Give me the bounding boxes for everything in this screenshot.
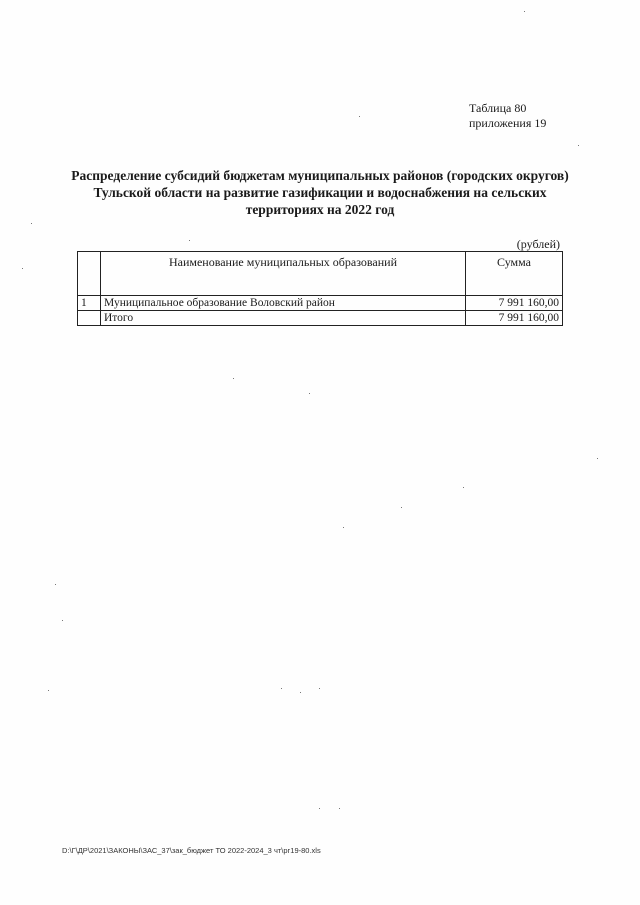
scan-speck bbox=[319, 808, 320, 809]
scan-speck bbox=[597, 458, 598, 459]
scan-speck bbox=[189, 240, 190, 241]
subsidy-table bbox=[77, 251, 563, 326]
scan-speck bbox=[343, 527, 344, 528]
annex-reference bbox=[469, 101, 546, 131]
header-sum: Сумма bbox=[466, 252, 563, 296]
scan-speck bbox=[62, 620, 63, 621]
header-municipality: Наименование муниципальных образований bbox=[101, 252, 466, 296]
total-label: Итого bbox=[101, 311, 466, 326]
title-line-3: территориях на 2022 год bbox=[245, 202, 395, 217]
scan-speck bbox=[281, 688, 282, 689]
row-municipality: Муниципальное образование Воловский район bbox=[101, 296, 466, 311]
scan-speck bbox=[401, 507, 402, 508]
table-row bbox=[78, 296, 563, 311]
scan-speck bbox=[55, 584, 56, 585]
scan-speck bbox=[48, 690, 49, 691]
title-line-1: Распределение субсидий бюджетам муниципальных районов (городских округов) bbox=[71, 168, 569, 183]
scan-speck bbox=[359, 116, 360, 117]
row-number: 1 bbox=[78, 296, 101, 311]
total-number-cell bbox=[78, 311, 101, 326]
document-title bbox=[60, 167, 580, 218]
scan-speck bbox=[463, 487, 464, 488]
scan-speck bbox=[31, 223, 32, 224]
scan-speck bbox=[339, 808, 340, 809]
header-number bbox=[78, 252, 101, 296]
scan-speck bbox=[524, 11, 525, 12]
row-sum: 7 991 160,00 bbox=[466, 296, 563, 311]
file-path-footer: D:\Г\ДР\2021\ЗАКОНЫ\ЗАС_37\зак_бюджет ТО 2022-2024_3 чт\рг19-80.xls bbox=[62, 846, 321, 855]
scan-speck bbox=[578, 145, 579, 146]
scan-speck bbox=[309, 393, 310, 394]
annex-table-number: Таблица 80 bbox=[469, 101, 527, 115]
table-header-row bbox=[78, 252, 563, 296]
scan-speck bbox=[319, 688, 320, 689]
units-label: (рублей) bbox=[516, 237, 560, 251]
scan-speck bbox=[300, 692, 301, 693]
scan-speck bbox=[233, 378, 234, 379]
annex-appendix-number: приложения 19 bbox=[469, 116, 547, 130]
scan-speck bbox=[22, 268, 23, 269]
table-total-row bbox=[78, 311, 563, 326]
total-sum: 7 991 160,00 bbox=[466, 311, 563, 326]
title-line-2: Тульской области на развитие газификации и водоснабжения на сельских bbox=[93, 185, 547, 200]
